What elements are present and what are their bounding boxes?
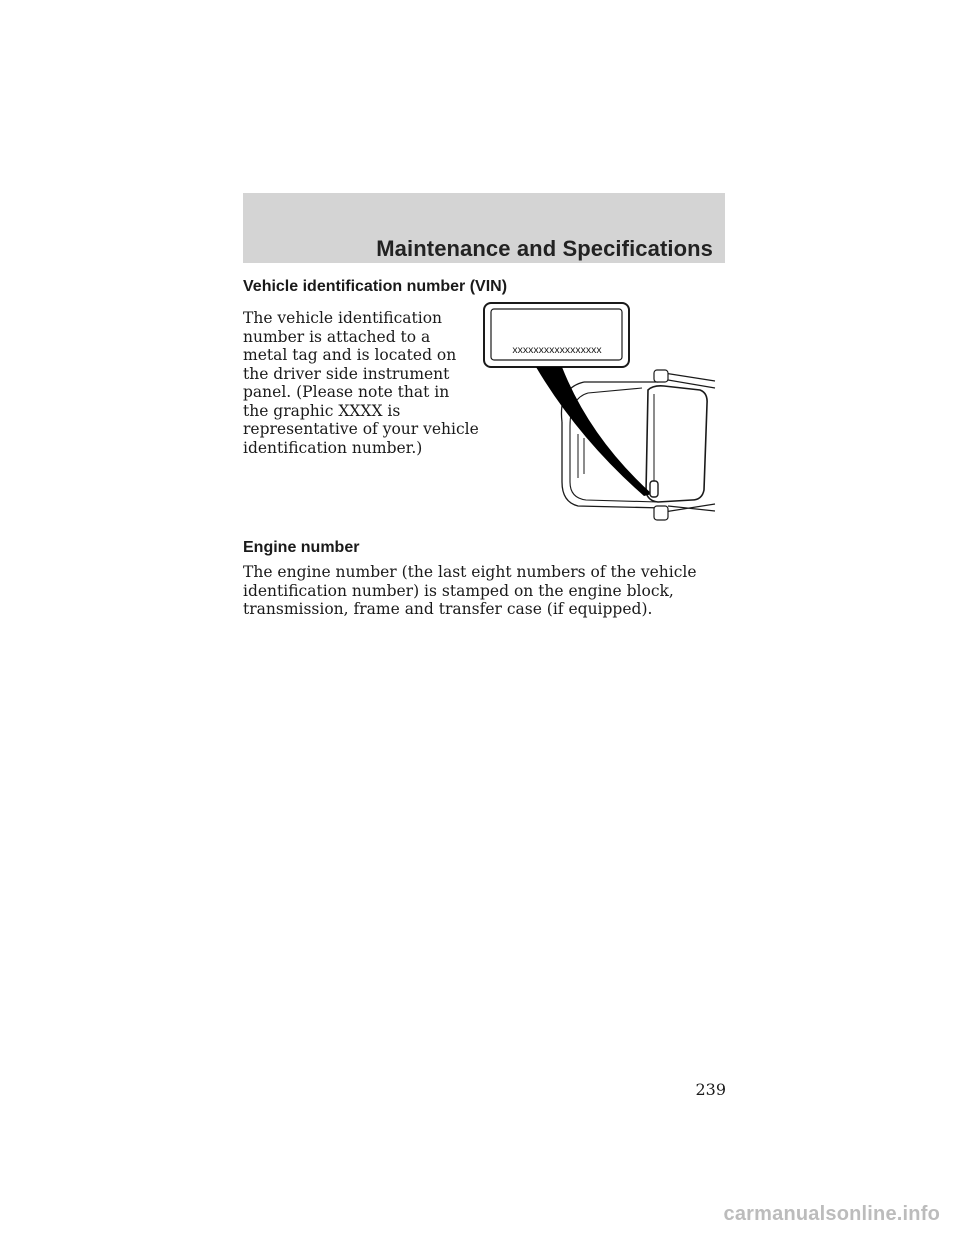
vin-heading: Vehicle identification number (VIN)	[243, 278, 508, 295]
page-number: 239	[695, 1080, 726, 1099]
vin-tag-text: xxxxxxxxxxxxxxxxx	[512, 344, 602, 356]
engine-number-description: The engine number (the last eight numbers of the vehicle identification number) is stamped on the engine block, transmission, frame and transfer case (if equipped).	[243, 563, 697, 618]
engine-number-heading: Engine number	[243, 539, 360, 556]
vin-location-illustration	[478, 298, 718, 526]
vin-description: The vehicle identification number is attached to a metal tag and is located on the driver side instrument panel. (Please note that in the graphic XXXX is representative of your vehicle identification number.)	[243, 309, 479, 457]
vin-plate-location	[650, 481, 658, 497]
watermark: carmanualsonline.info	[723, 1203, 940, 1225]
vin-tag-outline	[484, 303, 629, 367]
section-title: Maintenance and Specifications	[376, 236, 713, 261]
callout-pointer	[536, 367, 652, 496]
section-header-band	[243, 193, 725, 263]
vin-location-drawing	[478, 298, 718, 526]
